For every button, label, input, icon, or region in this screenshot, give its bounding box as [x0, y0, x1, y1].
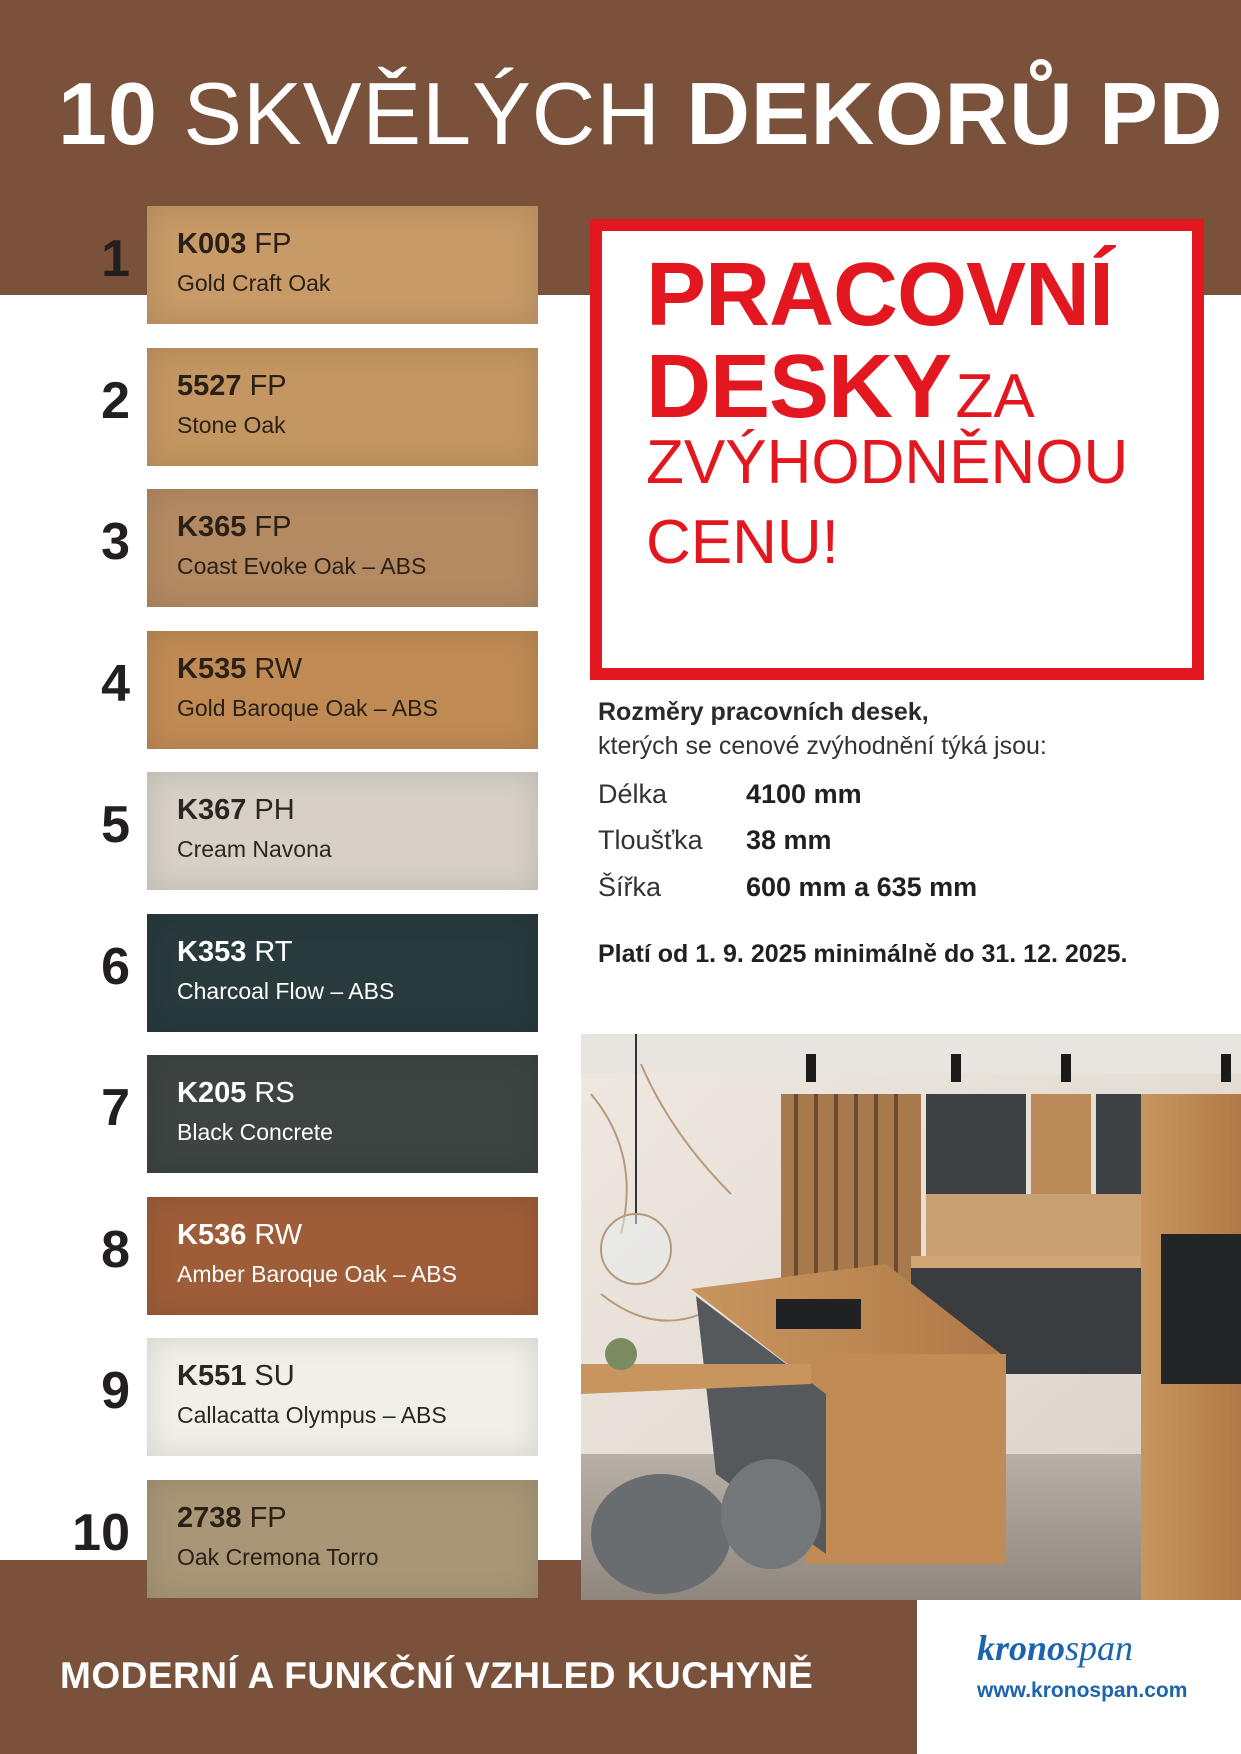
decor-finish: PH [254, 794, 295, 826]
decor-name: Stone Oak [177, 412, 286, 438]
decor-finish: FP [254, 228, 292, 260]
decor-code: K003 [177, 228, 247, 260]
decor-finish: FP [254, 511, 292, 543]
decor-name: Black Concrete [177, 1119, 333, 1145]
title-number: 10 [58, 64, 158, 163]
promo-line1: PRACOVNÍ [646, 245, 1114, 345]
decor-item [0, 489, 540, 607]
decor-item [0, 1480, 540, 1598]
decor-swatch [147, 1055, 538, 1173]
decor-code-line [177, 1358, 295, 1394]
decor-item [0, 1197, 540, 1315]
decor-code: 2738 [177, 1502, 242, 1534]
decor-item [0, 206, 540, 324]
decor-item [0, 631, 540, 749]
decor-number: 7 [101, 1079, 130, 1137]
decor-code: 5527 [177, 370, 242, 402]
validity-text: Platí od 1. 9. 2025 minimálně do 31. 12. 2025. [598, 940, 1128, 968]
decor-code: K551 [177, 1360, 247, 1392]
decor-code: K353 [177, 936, 247, 968]
promo-line2-bold: DESKY [646, 337, 952, 437]
decor-name: Oak Cremona Torro [177, 1544, 379, 1570]
dimension-row-width [598, 870, 977, 904]
decor-swatch [147, 772, 538, 890]
dimension-row-thickness [598, 823, 832, 857]
decor-number: 4 [101, 655, 130, 713]
decor-number: 1 [101, 230, 130, 288]
decor-code-line [177, 651, 302, 687]
decor-finish: RS [254, 1077, 295, 1109]
kitchen-illustration [581, 1034, 1241, 1600]
decor-swatch [147, 206, 538, 324]
dimension-value: 4100 mm [746, 779, 862, 809]
decor-number: 10 [72, 1504, 130, 1562]
decor-finish: FP [249, 370, 287, 402]
decor-item [0, 1055, 540, 1173]
decor-finish: RT [254, 936, 293, 968]
title-bold: DEKORŮ PD [686, 64, 1224, 163]
dimension-row-length [598, 777, 862, 811]
promo-line3: ZVÝHODNĚNOU [646, 428, 1129, 497]
decor-code: K535 [177, 653, 247, 685]
decor-finish: RW [254, 1219, 303, 1251]
footer-slogan: MODERNÍ A FUNKČNÍ VZHLED KUCHYNĚ [60, 1655, 814, 1696]
decor-finish: FP [249, 1502, 287, 1534]
decor-item [0, 914, 540, 1032]
dimension-value: 600 mm a 635 mm [746, 872, 978, 902]
decor-code-line [177, 792, 295, 828]
decor-code-line [177, 934, 293, 970]
decor-swatch [147, 631, 538, 749]
dimensions-info [598, 695, 1188, 968]
logo-part-light: span [1065, 1628, 1134, 1668]
dimensions-heading-2: kterých se cenové zvýhodnění týká jsou: [598, 732, 1047, 760]
decor-number: 9 [101, 1362, 130, 1420]
decor-item [0, 772, 540, 890]
decor-code-line [177, 226, 291, 262]
decor-finish: RW [254, 653, 303, 685]
decor-finish: SU [254, 1360, 295, 1392]
decor-name: Cream Navona [177, 836, 332, 862]
decor-swatch [147, 914, 538, 1032]
title-light: SKVĚLÝCH [183, 64, 661, 163]
decor-swatch [147, 489, 538, 607]
decor-name: Callacatta Olympus – ABS [177, 1402, 447, 1428]
logo-part-bold: krono [977, 1628, 1066, 1668]
decor-code-line [177, 1217, 302, 1253]
decor-number: 8 [101, 1221, 130, 1279]
decor-number: 2 [101, 372, 130, 430]
decor-swatch [147, 348, 538, 466]
decor-code-line [177, 368, 287, 404]
decor-name: Gold Baroque Oak – ABS [177, 695, 438, 721]
decor-code: K205 [177, 1077, 247, 1109]
decor-name: Charcoal Flow – ABS [177, 978, 395, 1004]
promo-box [590, 219, 1204, 680]
decor-swatch [147, 1338, 538, 1456]
decor-code-line [177, 509, 291, 545]
decor-code: K536 [177, 1219, 247, 1251]
decor-name: Coast Evoke Oak – ABS [177, 553, 427, 579]
decor-swatch [147, 1197, 538, 1315]
decor-name: Gold Craft Oak [177, 270, 331, 296]
dimension-label: Šířka [598, 872, 662, 902]
dimension-label: Tloušťka [598, 825, 703, 855]
website-link[interactable]: www.kronospan.com [977, 1679, 1188, 1702]
decor-number: 5 [101, 796, 130, 854]
promo-line2-light: ZA [955, 362, 1035, 431]
dimension-value: 38 mm [746, 825, 832, 855]
dimension-label: Délka [598, 779, 668, 809]
decor-item [0, 1338, 540, 1456]
brand-box [917, 1600, 1241, 1754]
decor-code-line [177, 1500, 287, 1536]
decor-code: K367 [177, 794, 247, 826]
promo-line4: CENU! [646, 508, 839, 577]
decor-number: 6 [101, 938, 130, 996]
page-title [58, 62, 1223, 166]
decor-code: K365 [177, 511, 247, 543]
kitchen-photo [581, 1034, 1241, 1600]
kronospan-logo [977, 1626, 1133, 1670]
decor-item [0, 348, 540, 466]
decor-code-line [177, 1075, 295, 1111]
decor-number: 3 [101, 513, 130, 571]
decor-swatch [147, 1480, 538, 1598]
dimensions-heading-1: Rozměry pracovních desek, [598, 698, 929, 726]
decor-name: Amber Baroque Oak – ABS [177, 1261, 457, 1287]
